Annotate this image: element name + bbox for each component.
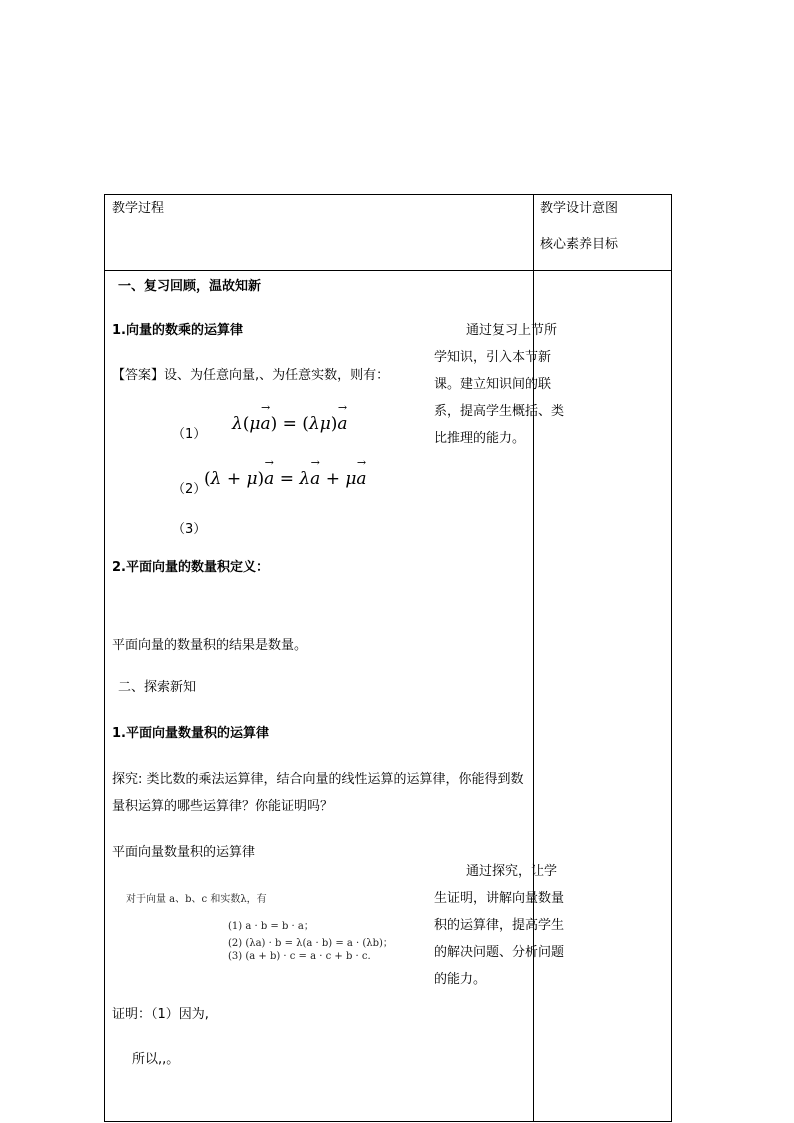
scan-intro: 对于向量 a、b、c 和实数λ，有 — [126, 894, 267, 905]
section-review-title: 一、复习回顾，温故知新 — [118, 279, 262, 294]
answer-text: 【答案】设、为任意向量,、为任意实数，则有： — [112, 368, 390, 383]
item-3-label: （3） — [172, 522, 207, 537]
section-explore-title: 二、探索新知 — [118, 680, 197, 695]
header-design-intent: 教学设计意图 — [540, 201, 619, 216]
dot-product-laws-title: 1.平面向量数量积的运算律 — [112, 726, 269, 741]
scan-law-3: (3) (a + b) · c = a · c + b · c. — [228, 951, 371, 962]
header-teaching-process: 教学过程 — [112, 201, 165, 216]
formula-distributive: (λ + μ)→ a = λ→ a + μ→ a — [204, 469, 367, 489]
dot-product-definition-title: 2.平面向量的数量积定义： — [112, 560, 269, 575]
formula-associative: λ(μ→ a) = (λμ)→ a — [232, 414, 348, 434]
laws-scan-image — [118, 886, 408, 974]
scan-law-2: (2) (λa) · b = λ(a · b) = a · (λb)； — [228, 938, 393, 949]
header-core-literacy: 核心素养目标 — [540, 237, 619, 252]
proof-text: 证明：（1）因为, — [112, 1007, 209, 1022]
design-note-explore: 通过探究，让学生证明，讲解向量数量积的运算律，提高学生的解决问题、分析问题的能力。 — [434, 864, 565, 987]
scalar-mult-laws-title: 1.向量的数乘的运算律 — [112, 323, 243, 338]
dot-product-result: 平面向量的数量积的结果是数量。 — [112, 638, 308, 653]
design-note-review: 通过复习上节所学知识，引入本节新课。建立知识间的联系，提高学生概括、类比推理的能力。 — [434, 323, 565, 446]
scan-law-1: (1) a · b = b · a； — [228, 921, 314, 932]
explore-question: 探究: 类比数的乘法运算律，结合向量的线性运算的运算律，你能得到数量积运算的哪些运算律？你能证明吗？ — [112, 772, 524, 814]
laws-heading: 平面向量数量积的运算律 — [112, 845, 256, 860]
item-1-label: （1） — [172, 427, 207, 442]
therefore-text: 所以,,。 — [132, 1052, 180, 1067]
header-divider — [105, 270, 671, 271]
item-2-label: （2） — [172, 482, 207, 497]
